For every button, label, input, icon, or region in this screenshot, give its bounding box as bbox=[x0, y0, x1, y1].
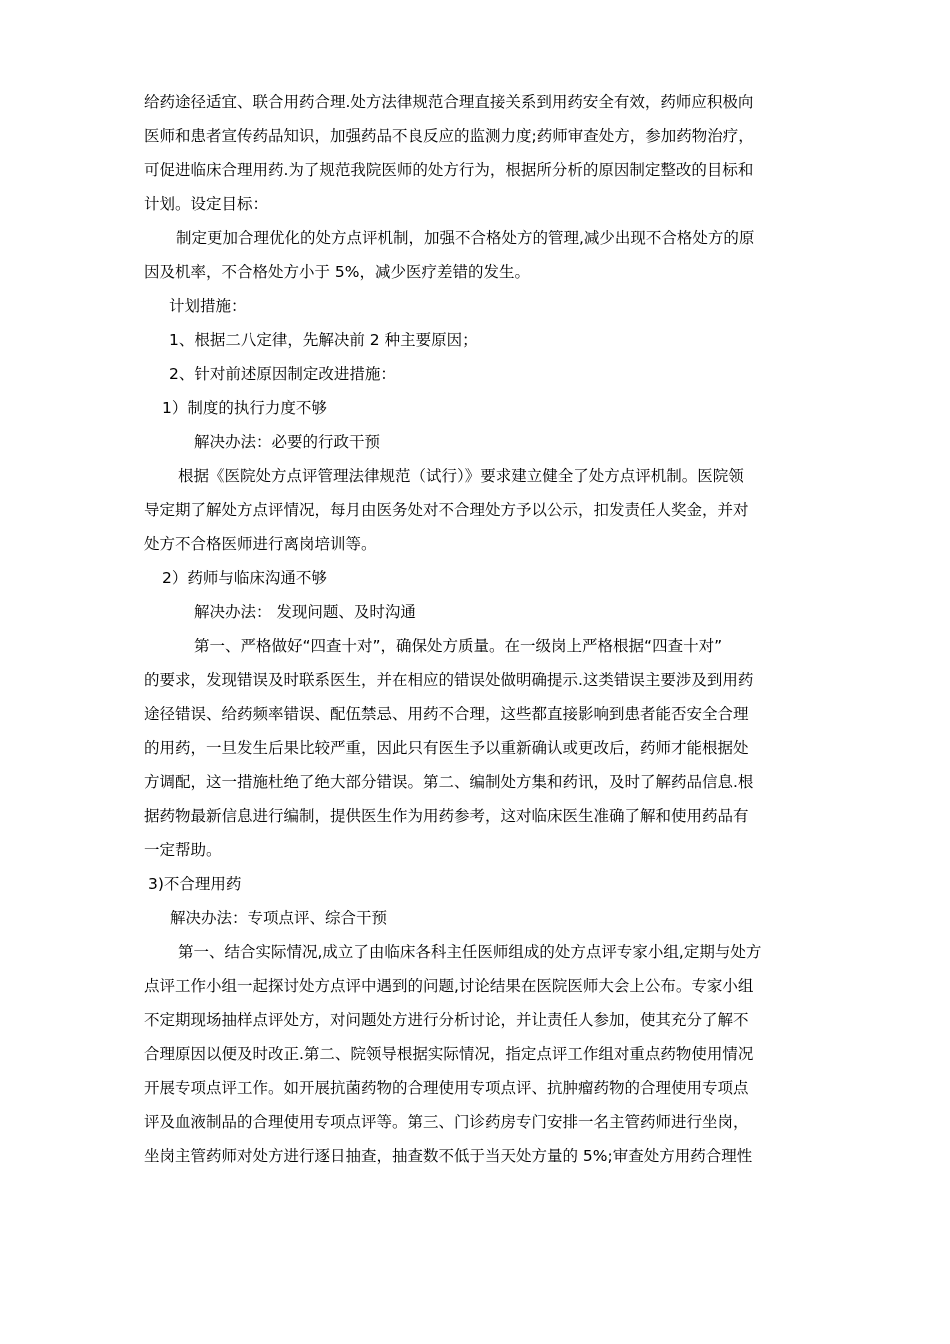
text-line-13: 导定期了解处方点评情况，每月由医务处对不合理处方予以公示，扣发责任人奖金，并对 bbox=[144, 501, 749, 519]
text-line-20: 的用药，一旦发生后果比较严重，因此只有医生予以重新确认或更改后，药师才能根据处 bbox=[144, 739, 749, 757]
text-line-22: 据药物最新信息进行编制，提供医生作为用药参考，这对临床医生准确了解和使用药品有 bbox=[144, 807, 749, 825]
text-line-4: 计划。设定目标： bbox=[144, 195, 269, 213]
text-line-5: 制定更加合理优化的处方点评机制，加强不合格处方的管理,减少出现不合格处方的原 bbox=[176, 229, 755, 247]
text-line-24: 3)不合理用药 bbox=[148, 875, 242, 893]
text-line-2: 医师和患者宣传药品知识，加强药品不良反应的监测力度;药师审查处方，参加药物治疗， bbox=[144, 127, 754, 145]
text-line-25: 解决办法：专项点评、综合干预 bbox=[170, 909, 388, 927]
text-line-8: 1、根据二八定律，先解决前 2 种主要原因； bbox=[169, 331, 478, 349]
text-line-12: 根据《医院处方点评管理法律规范（试行）》要求建立健全了处方点评机制。医院领 bbox=[178, 467, 744, 485]
text-line-6: 因及机率，不合格处方小于 5%，减少医疗差错的发生。 bbox=[144, 263, 531, 281]
text-line-32: 坐岗主管药师对处方进行逐日抽查，抽查数不低于当天处方量的 5%;审查处方用药合理性 bbox=[144, 1147, 753, 1165]
text-line-31: 评及血液制品的合理使用专项点评等。第三、门诊药房专门安排一名主管药师进行坐岗， bbox=[144, 1113, 749, 1131]
text-line-28: 不定期现场抽样点评处方，对问题处方进行分析讨论，并让责任人参加，使其充分了解不 bbox=[144, 1011, 749, 1029]
text-line-9: 2、针对前述原因制定改进措施： bbox=[169, 365, 396, 383]
text-line-23: 一定帮助。 bbox=[144, 841, 222, 859]
text-line-30: 开展专项点评工作。如开展抗菌药物的合理使用专项点评、抗肿瘤药物的合理使用专项点 bbox=[144, 1079, 749, 1097]
text-line-18: 的要求，发现错误及时联系医生，并在相应的错误处做明确提示.这类错误主要涉及到用药 bbox=[144, 671, 754, 689]
text-line-19: 途径错误、给药频率错误、配伍禁忌、用药不合理，这些都直接影响到患者能否安全合理 bbox=[144, 705, 749, 723]
text-line-7: 计划措施： bbox=[169, 297, 247, 315]
text-line-10: 1）制度的执行力度不够 bbox=[162, 399, 327, 417]
text-line-27: 点评工作小组一起探讨处方点评中遇到的问题,讨论结果在医院医师大会上公布。专家小组 bbox=[144, 977, 754, 995]
text-line-3: 可促进临床合理用药.为了规范我院医师的处方行为，根据所分析的原因制定整改的目标和 bbox=[144, 161, 754, 179]
text-line-14: 处方不合格医师进行离岗培训等。 bbox=[144, 535, 377, 553]
text-line-1: 给药途径适宜、联合用药合理.处方法律规范合理直接关系到用药安全有效，药师应积极向 bbox=[144, 93, 754, 111]
text-line-15: 2）药师与临床沟通不够 bbox=[162, 569, 327, 587]
text-line-26: 第一、结合实际情况,成立了由临床各科主任医师组成的处方点评专家小组,定期与处方 bbox=[178, 943, 762, 961]
text-line-16: 解决办法： 发现问题、及时沟通 bbox=[194, 603, 416, 621]
text-line-17: 第一、严格做好“四查十对”，确保处方质量。在一级岗上严格根据“四查十对” bbox=[194, 637, 723, 655]
text-line-29: 合理原因以便及时改正.第二、院领导根据实际情况，指定点评工作组对重点药物使用情况 bbox=[144, 1045, 754, 1063]
text-line-21: 方调配，这一措施杜绝了绝大部分错误。第二、编制处方集和药讯，及时了解药品信息.根 bbox=[144, 773, 754, 791]
text-line-11: 解决办法：必要的行政干预 bbox=[194, 433, 381, 451]
